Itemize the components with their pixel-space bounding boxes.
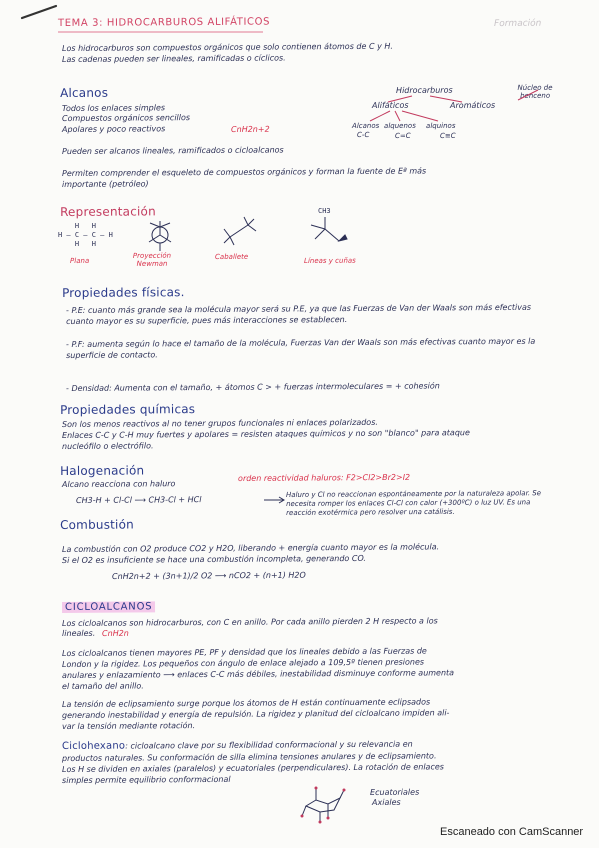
fisicas-densidad: - Densidad: Aumenta con el tamaño, + átomos C > + fuerzas intermoleculares = + cohesión: [66, 381, 440, 393]
diagram-bond-c2: C=C: [395, 131, 411, 140]
cicloalcanos-p3-3: var la tensión mediante rotación.: [62, 721, 196, 731]
ciclohexano-line-4: simples permite equilibrio conformacional: [62, 774, 231, 785]
cicloalcanos-p3-2: generando inestabilidad y energía de repulsión. La rigidez y planitud del cicloalcano impiden ali-: [62, 708, 450, 720]
pen-mark: [20, 4, 60, 20]
diagram-bond-cc: C-C: [357, 130, 370, 139]
fisicas-pe: - P.E: cuanto más grande sea la molécula mayor será su P.E, ya que las Fuerzas de Van der Waals son más efectivas cuanto mayor es su superficie, pues más interacciones se establecen.: [66, 302, 532, 326]
alcanos-formula: CnH2n+2: [231, 124, 270, 134]
combustion-equation: CnH2n+2 + (3n+1)/2 O2 ⟶ nCO2 + (n+1) H2O: [112, 570, 306, 581]
ciclohexano-line-2: productos naturales. Su conformación de silla elimina tensiones anulares y de eclipsamiento.: [62, 751, 437, 763]
alcanos-heading: Alcanos: [59, 85, 109, 100]
combustion-line-2: Si el O2 es insuficiente se hace una combustión incompleta, generando CO.: [62, 553, 366, 565]
diagram-alcanos: Alcanos: [352, 121, 380, 130]
quimicas-heading: Propiedades químicas: [59, 402, 196, 417]
cunas-ch3: CH3: [318, 207, 331, 215]
cicloalcanos-formula: CnH2n: [102, 628, 129, 638]
label-plana: Plana: [70, 256, 90, 265]
representacion-heading: Representación: [59, 204, 156, 219]
ciclohexano-heading: Ciclohexano: [61, 740, 126, 752]
intro-line-2: Las cadenas pueden ser lineales, ramificadas o cíclicos.: [62, 53, 286, 64]
cicloalcanos-p2-1: Los cicloalcanos tienen mayores PE, PF y densidad que los lineales debido a las Fuerzas de: [62, 646, 427, 658]
cicloalcanos-p3-1: La tensión de eclipsamiento surge porque los átomos de H están continuamente eclipsados: [62, 697, 431, 709]
label-ecuatoriales: Ecuatoriales: [370, 787, 420, 797]
label-cunas: Líneas y cuñas: [304, 256, 356, 265]
diagram-root: Hidrocarburos: [396, 85, 453, 95]
intro-line-1: Los hidrocarburos son compuestos orgánicos que solo contienen átomos de C y H.: [62, 41, 393, 53]
diagram-alquenos: alquenos: [384, 121, 416, 130]
lineas-cunas-structure: [303, 215, 349, 251]
diagram-bond-c3: C≡C: [440, 131, 456, 140]
ciclohexano-line-3: Los H se dividen en axiales (paralelos) y ecuatoriales (perpendiculares). La rotación de enlaces: [62, 762, 444, 774]
alcanos-line-1: Todos los enlaces simples: [62, 103, 166, 113]
diagram-aromaticos: Aromáticos: [450, 100, 496, 110]
ciclohexano-line-1: Ciclohexano: cicloalcano clave por su flexibilidad conformacional y su relevancia en: [61, 739, 413, 752]
alcanos-line-2: Compuestos orgánicos sencillos: [62, 113, 191, 123]
halogenacion-order: orden reactividad haluros: F2>Cl2>Br2>I2: [238, 472, 411, 483]
diagram-side-note: Núcleo de benceno: [517, 83, 553, 100]
cicloalcanos-p2-4: el tamaño del anillo.: [62, 681, 144, 691]
halogenacion-note: Haluro y Cl no reaccionan espontáneamente por la naturaleza apolar. Se necesita romper los enlaces Cl-Cl con calor (+300ºC) o luz UV. Es una reacción exotérmica pero resolver una catálisis.: [286, 489, 542, 517]
combustion-heading: Combustión: [59, 517, 134, 532]
cicloalcanos-p2-3: anulares y enlazamiento ⟶ enlaces C-C más débiles, inestabilidad disminuye conforme aumenta: [62, 668, 455, 680]
halogenacion-arrow: [264, 496, 286, 504]
diagram-alifaticos: Alifáticos: [372, 100, 409, 110]
label-newman: Proyección Newman: [132, 251, 172, 268]
halogenacion-equation: CH3-H + Cl-Cl ⟶ CH3-Cl + HCl: [76, 495, 202, 505]
cicloalcanos-line-2: lineales.: [62, 628, 96, 638]
page-title: TEMA 3: HIDROCARBUROS ALIFÁTICOS: [57, 16, 271, 29]
alcanos-relevance-2: importante (petróleo): [62, 179, 149, 189]
fisicas-heading: Propiedades físicas.: [61, 285, 185, 300]
quimicas-line-1: Son los menos reactivos al no tener grupos funcionales ni enlaces polarizados.: [62, 417, 378, 429]
scanner-footer: Escaneado con CamScanner: [440, 826, 584, 838]
corner-mark: Formación: [494, 18, 542, 29]
fisicas-pf: - P.F: aumenta según lo hace el tamaño de la molécula, Fuerzas Van der Waals son más efectivas cuanto mayor es la superficie de contacto.: [66, 336, 536, 360]
diagram-alquinos: alquinos: [426, 121, 456, 130]
classification-arrows: [350, 80, 580, 130]
plana-structure: H H H — C — C — H H H: [58, 222, 113, 248]
quimicas-line-2: Enlaces C-C y C-H muy fuertes y apolares = resisten ataques químicos y no son "blanco" para ataque: [62, 428, 470, 440]
halogenacion-heading: Halogenación: [59, 463, 145, 478]
chair-conformation: [300, 784, 348, 826]
combustion-line-1: La combustión con O2 produce CO2 y H2O, liberando + energía cuanto mayor es la molécula.: [62, 542, 440, 554]
alcanos-line-3: Apolares y poco reactivos: [62, 124, 166, 134]
alcanos-note: Pueden ser alcanos lineales, ramificados o cicloalcanos: [62, 145, 284, 156]
alcanos-relevance-1: Permiten comprender el esqueleto de compuestos orgánicos y forman la fuente de Eª más: [62, 166, 427, 178]
cicloalcanos-p2-2: London y la rigidez. Los pequeños con ángulo de enlace alejado a 109,5º tienen presiones: [62, 657, 425, 669]
label-axiales: Axiales: [372, 797, 401, 807]
title-underline: [58, 30, 268, 34]
label-caballete: Caballete: [215, 252, 249, 261]
cicloalcanos-line-1: Los cicloalcanos son hidrocarburos, con C en anillo. Por cada anillo pierden 2 H respecto a los: [62, 616, 438, 628]
quimicas-line-3: nucleófilo o electrófilo.: [62, 441, 154, 451]
caballete-structure: [220, 215, 260, 249]
halogenacion-line: Alcano reacciona con haluro: [62, 479, 176, 489]
cicloalcanos-heading: CICLOALCANOS: [62, 602, 155, 613]
